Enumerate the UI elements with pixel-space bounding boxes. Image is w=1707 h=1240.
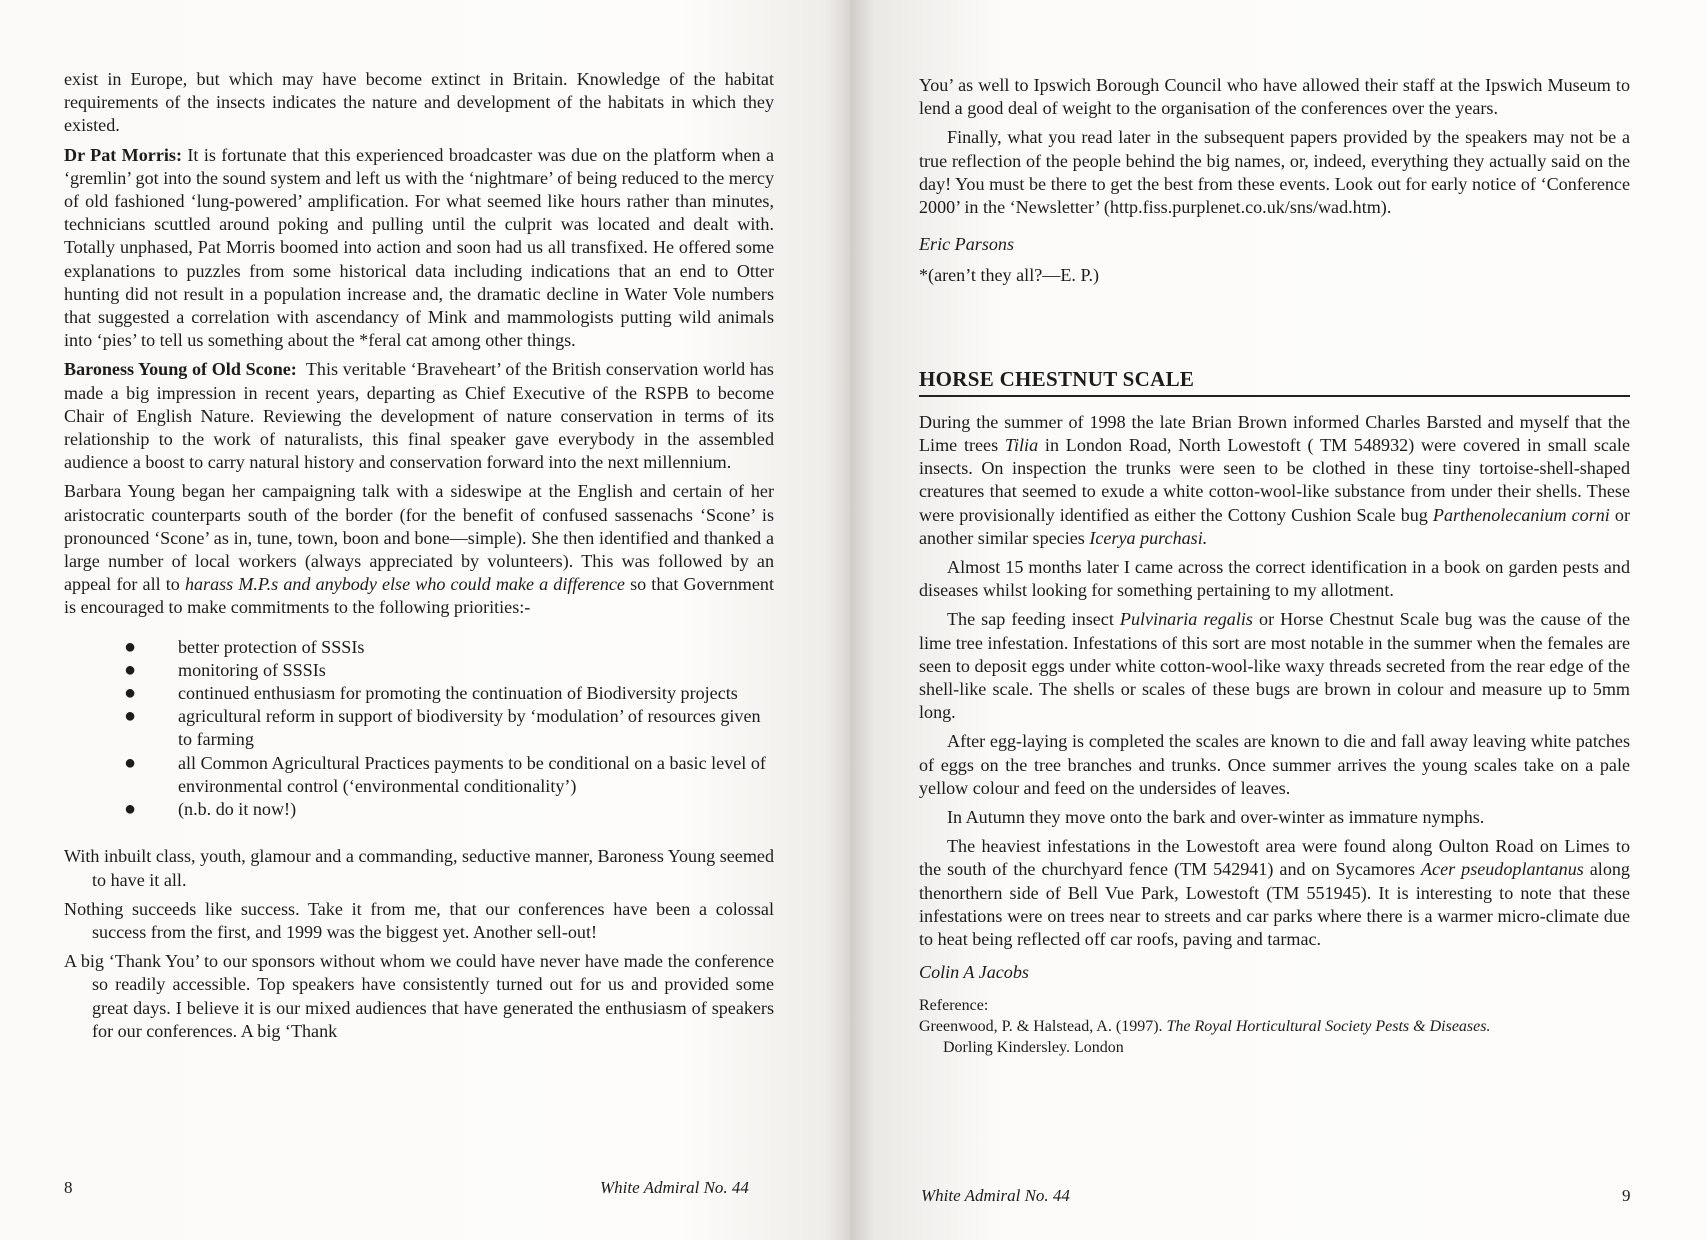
list-item <box>124 636 774 659</box>
journal-title-right: White Admiral No. 44 <box>921 1186 1070 1205</box>
paragraph-success: Nothing succeeds like success. Take it from me, that our conferences have been a colossal success from the first, and 1999 was the biggest yet. Another sell-out! <box>64 898 774 942</box>
heaviest-text-b: along thenorthern side of Bell Vue Park, Lowestoft (TM 551945). It is interesting to note that these infestations were on trees near to streets and car parks where there is a warmer micro-climate due to heat being reflected off car roofs, paving and tarmac. <box>919 859 1630 950</box>
footnote: *(aren’t they all?—E. P.) <box>919 265 1100 286</box>
paragraph-autumn: In Autumn they move onto the bark and over-winter as immature nymphs. <box>947 807 1485 828</box>
bullet-icon: ● <box>124 751 137 774</box>
left-column <box>64 68 774 1049</box>
reference-authors: Greenwood, P. & Halstead, A. (1997). <box>919 1017 1163 1035</box>
summer-text-b: in London Road, North Lowestoft ( TM 548932) were covered in small scale insects. On inspection the trunks were seen to be clothed in these tiny tortoise-shell-shaped creatures that seemed to exude a white cotton-wool-like substance from under their shells. These were provisionally identified as either the Cottony Cushion Scale bug <box>919 435 1630 525</box>
paragraph-finally: Finally, what you read later in the subsequent papers provided by the speakers may not be a true reflection of the people behind the big names, or, indeed, everything they actually said on the day! You must be there to get the best from these events. Look out for early notice of ‘Conference 2000’ in the ‘Newsletter’ (http.fiss.purplenet.co.uk/sns/wad.htm). <box>919 127 1630 218</box>
list-item <box>124 659 774 682</box>
list-item <box>124 682 774 705</box>
speaker-name-pat-morris: Dr Pat Morris: <box>64 144 182 165</box>
article-heading: HORSE CHESTNUT SCALE <box>919 368 1630 397</box>
paragraph-baroness-young <box>64 358 774 474</box>
list-item-text: monitoring of SSSIs <box>178 659 326 680</box>
bullet-icon: ● <box>124 682 137 705</box>
page-number-left: 8 <box>64 1178 73 1197</box>
journal-title-left: White Admiral No. 44 <box>600 1178 749 1197</box>
paragraph-habitats: exist in Europe, but which may have become extinct in Britain. Knowledge of the habitat requirements of the insects indicates the nature and development of the habitats in which they existed. <box>64 69 774 136</box>
list-item <box>124 798 774 821</box>
heaviest-text-a: The heaviest infestations in the Lowestoft area were found along Oulton Road on Limes to the south of the churchyard fence (TM 542941) and on Sycamores <box>919 836 1630 880</box>
list-item <box>124 705 774 751</box>
pat-morris-text: It is fortunate that this experienced broadcaster was due on the platform when a ‘gremlin’ got into the sound system and left us with the ‘nightmare’ of being reduced to the mercy of old fashioned ‘lung-powered’ amplification. For what seemed like hours rather than minutes, technicians scuttled around poking and pulling until the culprit was located and dealt with. Totally unphased, Pat Morris boomed into action and soon had us all transfixed. He offered some explanations to puzzles from some historical data including indications that an end to Otter hunting did not result in a population increase and, the dramatic decline in Water Vole numbers that suggested a correlation with ascendancy of Mink and mammologists putting wild animals into ‘pies’ to tell us something about the *feral cat among other things. <box>64 144 774 351</box>
baroness-young-text: This veritable ‘Braveheart’ of the British conservation world has made a big impression in recent years, departing as Chief Executive of the RSPB to become Chair of English Nature. Reviewing the development of nature conservation in terms of its relationship to the work of naturalists, this final speaker gave everybody in the assembled audience a boost to carry natural history and conservation forward into the next millennium. <box>64 359 774 473</box>
summer-text-c: or another similar species <box>919 504 1630 548</box>
priorities-list <box>124 636 774 822</box>
speaker-name-baroness-young: Baroness Young of Old Scone: <box>64 359 297 380</box>
appeal-italic: harass M.P.s and anybody else who could make a difference <box>184 574 625 595</box>
paragraph-ipswich: You’ as well to Ipswich Borough Council who have allowed their staff at the Ipswich Museum to lend a good deal of weight to the organisation of the conferences over the years. <box>919 75 1630 119</box>
right-page <box>850 0 1707 1240</box>
list-item-text: continued enthusiasm for promoting the continuation of Biodiversity projects <box>178 683 738 704</box>
left-page <box>0 0 850 1240</box>
reference-publisher: Dorling Kindersley. London <box>943 1038 1124 1056</box>
paragraph-pat-morris <box>64 144 774 353</box>
paragraph-heaviest <box>919 835 1630 951</box>
paragraph-inbuilt-class: With inbuilt class, youth, glamour and a commanding, seductive manner, Baroness Young seemed to have it all. <box>64 846 774 890</box>
author-colin-jacobs: Colin A Jacobs <box>919 962 1029 983</box>
barbara-young-text-a: Barbara Young began her campaigning talk with a sideswipe at the English and certain of her aristocratic counterparts south of the border (for the benefit of confused sassenachs ‘Scone’ is pronounced ‘Scone’ as in, tune, town, boon and bone—simple). She then identified and thanked a large number of local workers (always appreciated by volunteers). This was followed by an appeal for all to <box>64 481 774 595</box>
species-pulvinaria: Pulvinaria regalis <box>1119 609 1253 630</box>
paragraph-barbara-young <box>64 480 774 619</box>
reference-title: The Royal Horticultural Society Pests & Diseases. <box>1166 1017 1491 1035</box>
page-number-right: 9 <box>1622 1186 1631 1205</box>
right-column <box>919 74 1630 1058</box>
list-item <box>124 752 774 798</box>
barbara-young-text-b: so that Government is encouraged to make commitments to the following priorities:- <box>64 574 774 618</box>
paragraph-thank-you: A big ‘Thank You’ to our sponsors without whom we could have never have made the conference so readily accessible. Top speakers have consistently turned out for us and provided some great days. I believe it is our mixed audiences that have generated the enthusiasm of speakers for our conferences. A big ‘Thank <box>64 951 774 1041</box>
species-acer: Acer pseudoplantanus <box>1421 859 1584 880</box>
list-item-text: (n.b. do it now!) <box>178 799 297 820</box>
reference-entry <box>919 1016 1630 1037</box>
list-item-text: better protection of SSSIs <box>178 636 365 657</box>
sap-text-a: The sap feeding insect <box>947 609 1114 630</box>
paragraph-summer-1998 <box>919 411 1630 550</box>
paragraph-egg-laying: After egg-laying is completed the scales are known to die and fall away leaving white patches of eggs on the tree branches and trunks. Once summer arrives the young scales take on a pale yellow colour and feed on the undersides of leaves. <box>919 731 1630 798</box>
author-eric-parsons: Eric Parsons <box>919 234 1014 255</box>
paragraph-sap-feeding <box>919 608 1630 724</box>
paragraph-15-months: Almost 15 months later I came across the correct identification in a book on garden pests and diseases whilst looking for something pertaining to my allotment. <box>919 557 1630 601</box>
bullet-icon: ● <box>124 658 137 681</box>
reference-label: Reference: <box>919 996 989 1014</box>
sap-text-b: or Horse Chestnut Scale bug was the cause of the lime tree infestation. Infestations of this sort are most notable in the summer when the females are seen to deposit eggs under white cotton-wool-like waxy threads secreted from the rear edge of the shell-like scale. The shells or scales of these bugs are brown in colour and measure up to 5mm long. <box>919 609 1631 723</box>
summer-text-a: During the summer of 1998 the late Brian Brown informed Charles Barsted and myself that the Lime trees <box>919 411 1630 456</box>
species-icerya: Icerya purchasi. <box>1089 527 1208 548</box>
bullet-icon: ● <box>124 635 137 658</box>
list-item-text: agricultural reform in support of biodiversity by ‘modulation’ of resources given to farming <box>178 706 761 750</box>
species-tilia: Tilia <box>1004 435 1039 456</box>
bullet-icon: ● <box>124 705 137 728</box>
bullet-icon: ● <box>124 798 137 821</box>
species-parthenolecanium: Parthenolecanium corni <box>1432 504 1610 525</box>
list-item-text: all Common Agricultural Practices payments to be conditional on a basic level of environmental control (‘environmental conditionality’) <box>178 752 766 796</box>
reference-block <box>919 995 1630 1058</box>
